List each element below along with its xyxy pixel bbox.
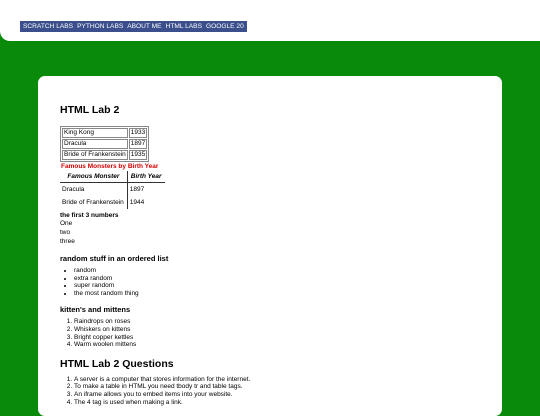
kitten-heading: kitten's and mittens: [60, 305, 131, 315]
table-cell: Bride of Frankenstein: [64, 151, 126, 158]
table-row: [62, 139, 147, 149]
table-cell: 1944: [127, 196, 164, 209]
table-row: [60, 183, 165, 197]
content: [60, 104, 480, 406]
list-item: 2. Whiskers on kittens: [74, 326, 480, 334]
table-cell: King Kong: [62, 128, 128, 138]
list-item: 1. A server is a computer that stores information for the internet.: [74, 376, 480, 384]
monster-table: [60, 126, 149, 162]
table-cell: 1933: [130, 129, 146, 136]
table-cell: 1897: [130, 140, 146, 147]
list-item: 1. Raindrops on roses: [74, 318, 480, 326]
random-list: [60, 267, 480, 297]
number-item: two: [60, 229, 71, 236]
list-item: 4. The 4 tag is used when making a link.: [74, 399, 480, 407]
list-item: 4. Warm woolen mittens: [74, 341, 480, 349]
table-row: [62, 150, 147, 160]
column-header: Birth Year: [127, 171, 164, 183]
table-caption: Famous Monsters by Birth Year: [61, 163, 159, 170]
list-item: • the most random thing: [74, 290, 480, 298]
number-item: three: [60, 238, 75, 245]
table-row: [62, 128, 147, 138]
column-header: Famous Monster: [60, 171, 127, 183]
page-title: HTML Lab 2: [60, 104, 120, 116]
nav-html-labs[interactable]: HTML LABS: [165, 23, 202, 30]
nav-google-20[interactable]: GOOGLE 20: [205, 23, 244, 30]
numbers-heading: the first 3 numbers: [60, 212, 119, 219]
table-cell: Bride of Frankenstein: [62, 199, 124, 206]
nav-scratch-labs[interactable]: SCRATCH LABS: [23, 23, 74, 30]
table-row: [60, 196, 165, 209]
random-heading: random stuff in an ordered list: [60, 254, 169, 263]
list-item: 3. An iframe allows you to embed items into your website.: [74, 391, 480, 399]
questions-list: [60, 376, 480, 406]
table-cell: 1935: [130, 151, 146, 158]
number-item: One: [60, 220, 73, 227]
content-card: [38, 76, 502, 416]
nav-python-labs[interactable]: PYTHON LABS: [77, 23, 124, 30]
list-item: • super random: [74, 282, 480, 290]
table-cell: Dracula: [62, 139, 128, 149]
table-cell: Dracula: [62, 186, 85, 193]
top-header: [0, 0, 540, 41]
main-nav: [20, 21, 247, 32]
kitten-list: [60, 318, 480, 348]
table-header-row: [60, 171, 165, 183]
birth-year-table: [60, 171, 165, 209]
list-item: 3. Bright copper kettles: [74, 334, 480, 342]
table-cell: 1897: [127, 183, 164, 197]
list-item: 2. To make a table in HTML you need tbody tr and table tags.: [74, 383, 480, 391]
questions-heading: HTML Lab 2 Questions: [60, 357, 174, 370]
list-item: • random: [74, 267, 480, 275]
nav-about-me[interactable]: ABOUT ME: [127, 23, 162, 30]
list-item: • extra random: [74, 275, 480, 283]
